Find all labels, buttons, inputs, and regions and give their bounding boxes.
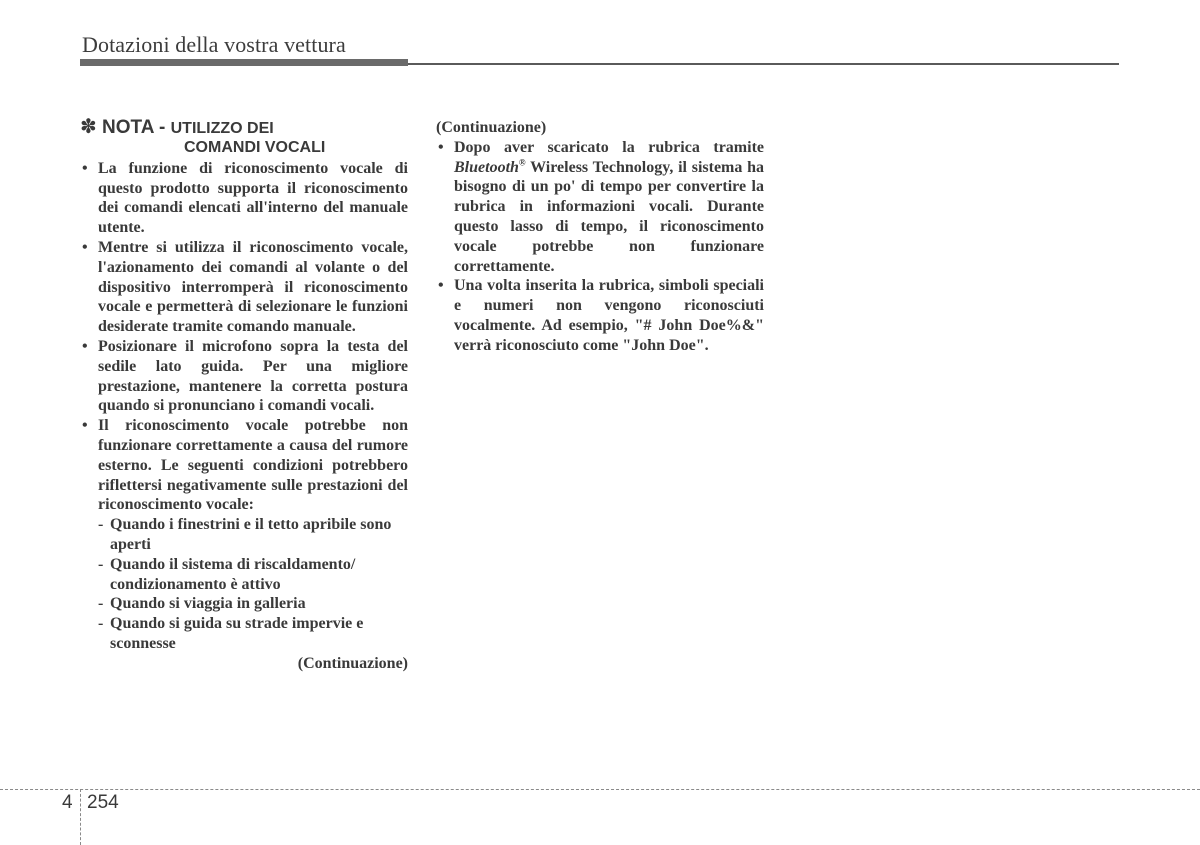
condition-item: - Quando si viaggia in galleria — [98, 594, 408, 614]
chapter-number: 4 — [62, 792, 73, 813]
list-item-text: Il riconoscimento vocale potrebbe non funzionare correttamente a causa del rumore esterno. Le seguenti condizioni potrebbero riflettersi negativamente sulle prestazioni del riconoscimento vocale: — [98, 417, 408, 514]
continuation-label: (Continuazione) — [297, 654, 408, 672]
note-bullet-list — [436, 138, 764, 356]
bluetooth-brand: Bluetooth — [454, 158, 519, 176]
list-item: • Mentre si utilizza il riconoscimento vocale, l'azionamento dei comandi al volante o del dispositivo interromperà il riconoscimento vocale e permetterà di selezionare le funzioni desiderate tramite comando manuale. — [80, 238, 408, 337]
list-item: • Posizionare il microfono sopra la testa del sedile lato guida. Per una migliore prestazione, mantenere la corretta postura quando si pronunciano i comandi vocali. — [80, 337, 408, 416]
condition-item: - Quando i finestrini e il tetto apribile sono aperti — [98, 515, 408, 555]
note-title-line2: COMANDI VOCALI — [184, 138, 326, 156]
list-item — [436, 138, 764, 277]
continuation-label: (Continuazione) — [436, 119, 547, 136]
page-header-title: Dotazioni della vostra vettura — [82, 32, 346, 57]
footer-dotted-divider — [80, 789, 81, 845]
condition-item: - Quando si guida su strade impervie e sconnesse — [98, 614, 408, 654]
condition-item: - Quando il sistema di riscaldamento/ condizionamento è attivo — [98, 555, 408, 595]
right-column — [436, 118, 764, 356]
list-item: • Una volta inserita la rubrica, simboli speciali e numeri non vengono riconosciuti vocalmente. Ad esempio, "# John Doe%&" verrà riconosciuto come "John Doe". — [436, 276, 764, 355]
bullet-text-start: Dopo aver scaricato la rubrica tramite — [454, 138, 764, 156]
note-heading — [80, 118, 408, 157]
bullet-text-end: Wireless Technology, il sistema ha bisogno di un po' di tempo per convertire la rubrica in informazioni vocali. Durante questo lasso di tempo, il riconoscimento vocale potrebbe non funzionare correttamente. — [454, 158, 764, 275]
note-bullet-list — [80, 159, 408, 654]
list-item — [80, 416, 408, 654]
header-rule-thin — [408, 63, 1119, 65]
conditions-list — [98, 515, 408, 654]
left-column — [80, 118, 408, 674]
registered-mark: ® — [518, 157, 526, 168]
header-rule-thick — [80, 59, 408, 66]
note-label: NOTA - — [102, 117, 171, 138]
note-title-line1: UTILIZZO DEI — [170, 120, 274, 137]
page-number: 254 — [87, 792, 119, 813]
footer-dotted-rule — [0, 789, 1200, 790]
list-item: • La funzione di riconoscimento vocale di questo prodotto supporta il riconoscimento dei comandi elencati all'interno del manuale utente. — [80, 159, 408, 238]
note-star-icon: ✽ — [80, 116, 97, 138]
